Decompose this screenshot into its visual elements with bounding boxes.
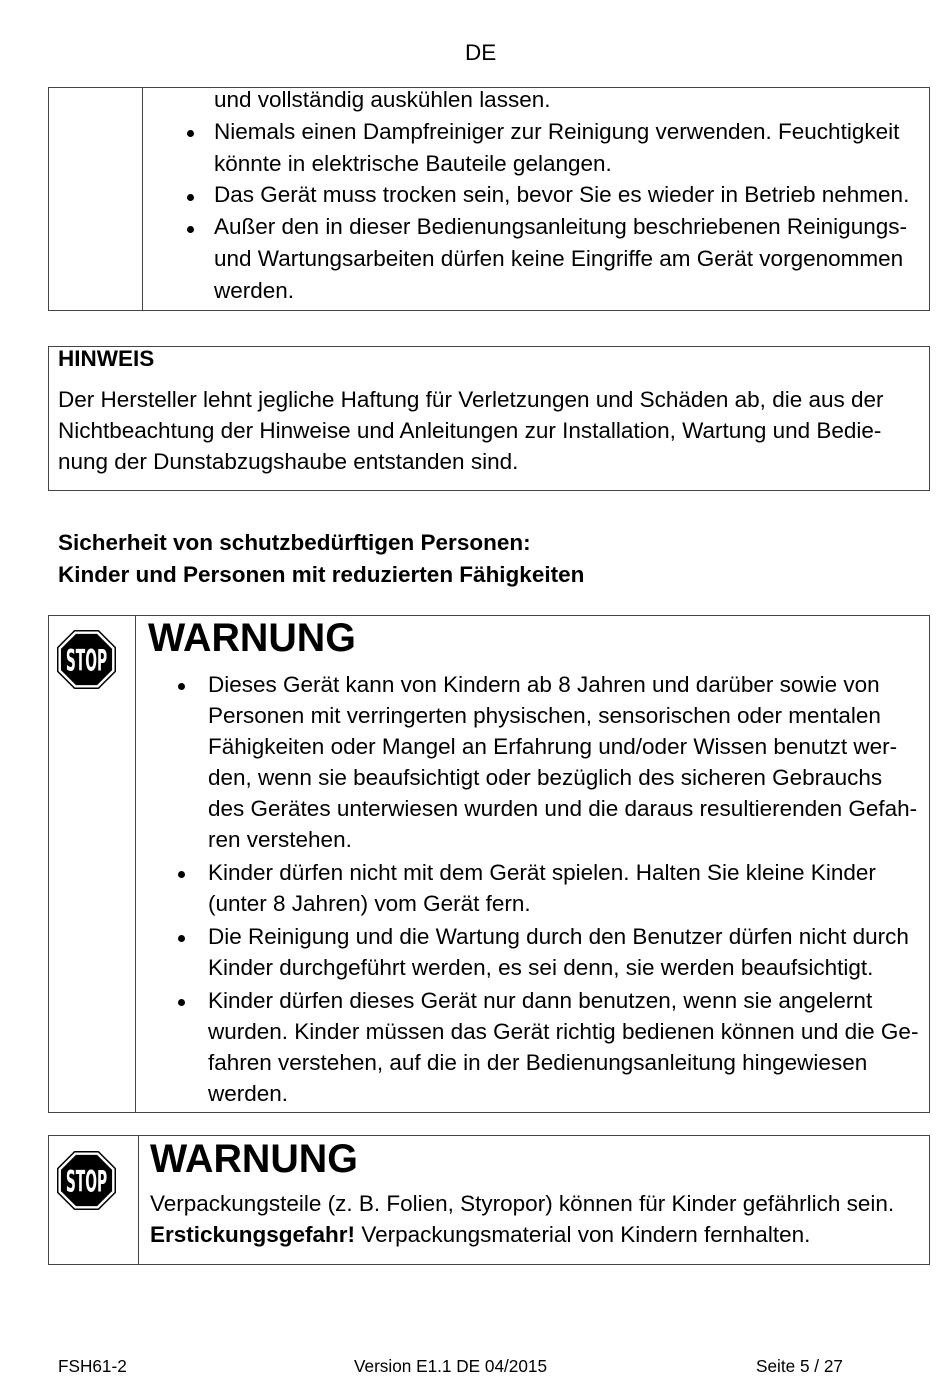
suffocation-hazard-emphasis: Erstickungsgefahr! [150,1221,356,1247]
cleaning-instructions-box [48,87,930,311]
stop-sign-text: STOP [65,643,108,678]
section-heading-line1: Sicherheit von schutzbedürftigen Personen: [58,530,531,555]
footer-version: Version E1.1 DE 04/2015 [354,1356,548,1376]
stop-sign-icon [57,630,116,689]
warning-icon-cell [49,616,136,1112]
cleaning-bullet-list [214,116,909,307]
bullet-item: Kinder dürfen dieses Gerät nur dann benutzen, wenn sie angelernt wurden. Kinder müssen das Gerät richtig bedienen können und die Ge- fahren verstehen, auf die in der Bedienungsanleitung hingewiesen werden. [208,985,918,1109]
bullet-item: Kinder dürfen nicht mit dem Gerät spielen. Halten Sie kleine Kinder (unter 8 Jahren) vom Gerät fern. [208,857,918,919]
stop-sign-text: STOP [65,1164,108,1199]
bullet-item: Außer den in dieser Bedienungsanleitung beschriebenen Reinigungs- und Wartungsarbeiten dürfen keine Eingriffe am Gerät vorgenommen werden. [214,211,909,306]
section-heading-line2: Kinder und Personen mit reduzierten Fähigkeiten [58,562,585,587]
notice-box [48,346,930,491]
warning-title: WARNUNG [150,1136,358,1181]
section-heading [58,527,584,591]
packaging-warning-text [150,1188,894,1250]
packaging-instruction: Verpackungsmaterial von Kindern fernhalten. [361,1221,811,1247]
notice-text: Der Hersteller lehnt jegliche Haftung für Verletzungen und Schäden ab, die aus der Nichtbeachtung der Hinweise und Anleitungen zur Installation, Wartung und Bedie- nung der Dunstabzugshaube entstanden sind. [58,387,884,474]
notice-title: HINWEIS [58,345,155,371]
warning-icon-cell [49,1136,139,1264]
warning-packaging-box [48,1135,930,1265]
bullet-item: Niemals einen Dampfreiniger zur Reinigung verwenden. Feuchtigkeit könnte in elektrische Bauteile gelangen. [214,116,909,180]
continuation-line: und vollständig auskühlen lassen. [214,87,551,112]
warning-title: WARNUNG [148,615,356,660]
stop-sign-icon [57,1151,116,1210]
bullet-item: Die Reinigung und die Wartung durch den Benutzer dürfen nicht durch Kinder durchgeführt werden, es sei denn, sie werden beaufsichtigt. [208,921,918,983]
packaging-warning-line1: Verpackungsteile (z. B. Folien, Styropor) können für Kinder gefährlich sein. [150,1190,895,1216]
bullet-item: Dieses Gerät kann von Kindern ab 8 Jahren und darüber sowie von Personen mit verringerten physischen, sensorischen oder mentalen Fähigkeiten oder Mangel an Erfahrung und/oder Wissen benutzt wer- den, wenn sie beaufsichtigt oder bezüglich des sicheren Gebrauchs des Gerätes unterwiesen wurden und die daraus resultierenden Gefah- ren verstehen. [208,669,918,855]
bullet-item: Das Gerät muss trocken sein, bevor Sie es wieder in Betrieb nehmen. [214,179,909,211]
packaging-warning-line2 [150,1219,894,1250]
warning-children-bullet-list [208,669,918,1109]
empty-icon-cell [49,88,143,310]
footer-page-number: Seite 5 / 27 [756,1356,843,1376]
warning-children-box [48,615,930,1113]
language-header: DE [465,40,497,65]
footer-model: FSH61-2 [58,1356,127,1376]
